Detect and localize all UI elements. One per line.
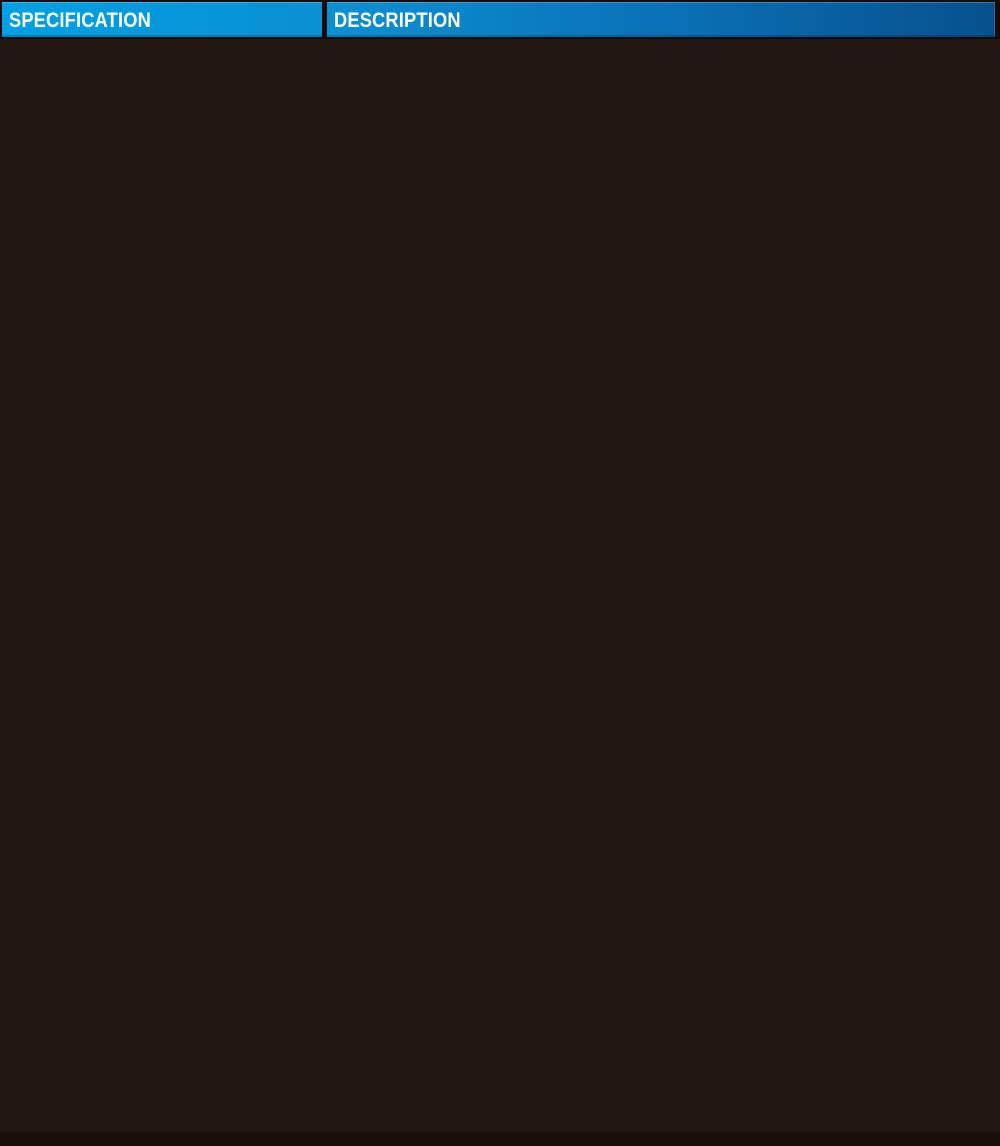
- bottom-band: [0, 1132, 1000, 1146]
- table-header-row: [2, 2, 995, 37]
- header-cell-specification: [2, 2, 322, 37]
- description-column-header: DESCRIPTION: [333, 9, 461, 32]
- specification-column-header: SPECIFICATION: [8, 9, 151, 32]
- table-body-empty: [0, 39, 1000, 1132]
- header-cell-description: [327, 2, 995, 37]
